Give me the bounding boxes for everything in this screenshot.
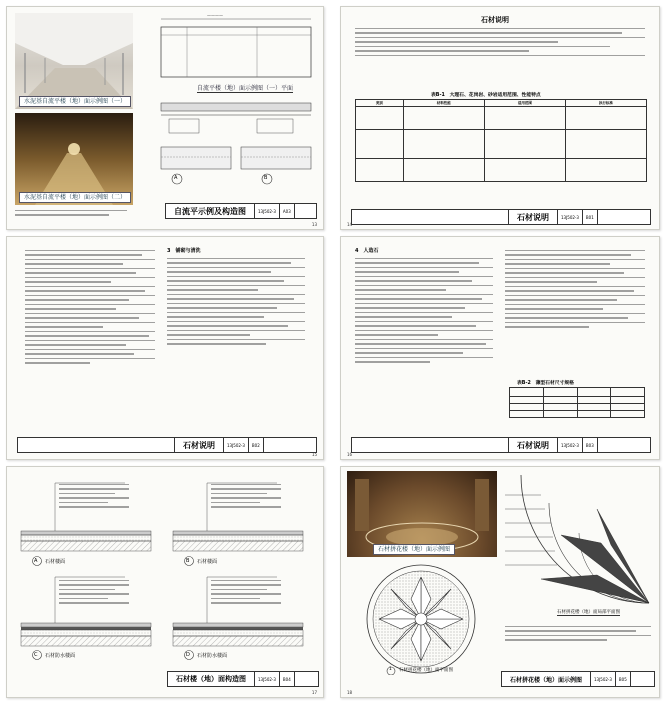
page-4-code: 13J502-3 [558,438,583,452]
label-c: C [34,652,38,658]
table-b1-header-std: 执行标准 [565,100,646,107]
svg-text:————: ———— [207,13,223,18]
page-4-page-no: B03 [583,438,598,452]
corridor-illustration [15,13,133,109]
page-3-title-block [17,437,317,453]
page-3 [6,236,324,460]
page-4-heading: 4 人造石 [355,248,379,254]
drawing-caption: 自流平楼（地）面示例图（一）平面 [197,85,294,92]
page-6-page-no: B05 [616,672,631,686]
detail-caption: 石材拼花楼（地）面局部平面图 [557,610,620,615]
page-6-number: 18 [347,690,353,695]
page-4-title: 石材说明 [509,438,558,452]
detail-b-caption: 石材楼面 [197,559,218,565]
rosette-detail-drawing [501,475,651,605]
layer-notes-d [211,577,281,607]
table-b2-title: 表B-2 薄型石材尺寸规格 [517,381,574,386]
page-5-title: 石材楼（地）面构造图 [168,672,255,686]
marble-lobby-photo [347,471,497,557]
page-1 [6,6,324,230]
page-4 [340,236,660,460]
label-1: 1 [389,667,392,672]
page-5 [6,466,324,698]
page-5-number: 17 [311,690,317,695]
table-b1-header-type: 类别 [356,100,404,107]
table-b1 [355,99,647,182]
page-5-code: 13J502-3 [255,672,280,686]
label-a: A [34,558,38,564]
page-1-number: 13 [311,222,317,227]
detail-d-caption: 石材防水楼面 [197,653,228,659]
page-2 [340,6,660,230]
layer-notes-b [211,481,281,511]
page-1-title-block [165,203,317,219]
page-2-number: 14 [347,222,353,227]
page-6 [340,466,660,698]
page-5-title-block [167,671,319,687]
page-2-heading: 石材说明 [481,16,509,24]
page-2-intro-text [355,25,645,59]
page-5-page-no: B04 [280,672,295,686]
page-3-title: 石材说明 [175,438,224,452]
layer-notes-c [59,577,129,607]
layer-notes-a [59,481,129,511]
detail-label-b: B [264,175,268,181]
detail-a-caption: 石材楼面 [45,559,66,565]
table-b1-title: 表B-1 大理石、花岗岩、砂岩适用范围、性能特点 [431,93,541,98]
page-1-page-no: A03 [280,204,295,218]
floor-photo-1 [15,13,133,109]
page-4-column-right [505,247,645,331]
page-6-title-block [501,671,655,687]
page-4-title-block [351,437,651,453]
floor-photo-2 [15,113,133,205]
page-3-column-left [25,247,155,366]
detail-label-a: A [174,175,178,181]
page-3-number: 15 [311,452,317,457]
page-6-title: 石材拼花楼（地）面示例图 [502,672,591,686]
table-b1-header-range: 适用范围 [484,100,565,107]
page-3-column-right [167,255,305,348]
page-6-notes [505,623,651,644]
page-3-heading: 3 铺砌与清洗 [167,248,201,254]
label-b: B [186,558,190,564]
plan-caption: 石材拼花楼（地）面平面图 [399,668,453,673]
page-2-code: 13J502-3 [558,210,583,224]
page-4-column-left [355,255,493,366]
page-2-page-no: B01 [583,210,598,224]
page-1-title: 自流平示例及构造图 [166,204,255,218]
page-4-number: 16 [347,452,353,457]
table-b2 [509,387,645,418]
page-3-code: 13J502-3 [224,438,249,452]
label-d: D [186,652,190,658]
photo-caption: 石材拼花楼（地）面示例图 [373,544,455,555]
photo-1-caption: 水泥基自流平楼（地）面示例图（一） [19,96,131,107]
page-2-title-block [351,209,651,225]
detail-c-caption: 石材防水楼面 [45,653,76,659]
page-1-notes [15,207,133,219]
page-1-code: 13J502-3 [255,204,280,218]
page-2-title: 石材说明 [509,210,558,224]
page-6-code: 13J502-3 [591,672,616,686]
page-3-page-no: B02 [249,438,264,452]
photo-2-caption: 水泥基自流平楼（地）面示例图（二） [19,192,131,203]
self-leveling-plan-drawing [147,11,317,191]
rosette-plan-drawing [351,559,491,675]
table-b1-header-props: 材料性能 [403,100,484,107]
